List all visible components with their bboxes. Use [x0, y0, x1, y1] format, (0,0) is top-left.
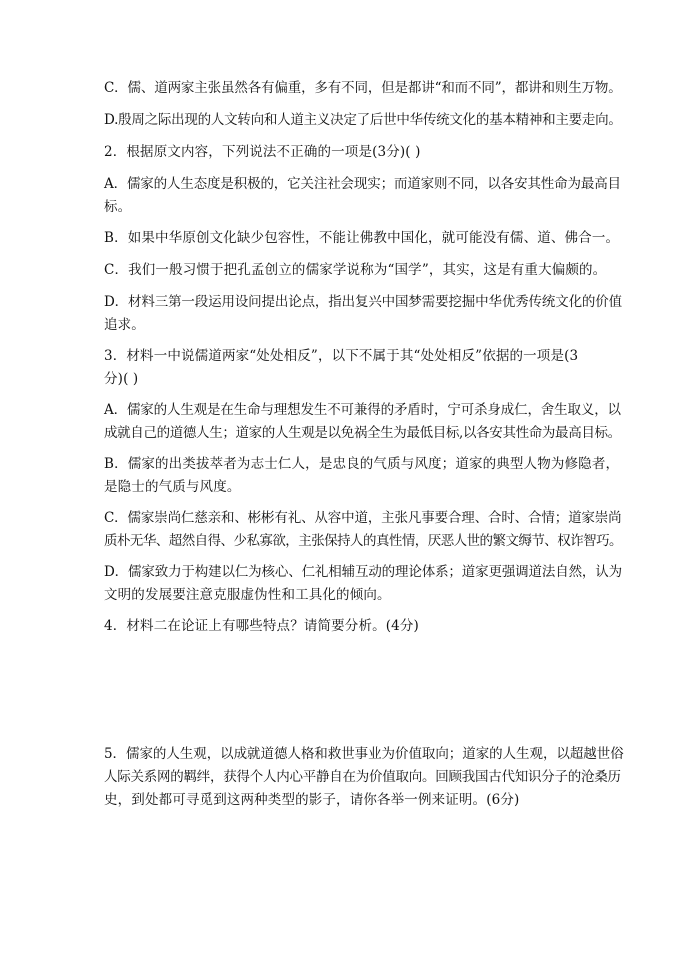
q4-stem: 4．材料二在论证上有哪些特点？请简要分析。(4分) [104, 618, 419, 634]
q3-stem-line-2: 分)( ) [104, 371, 139, 387]
q3-option-b-line-1: B．儒家的出类拔萃者为志士仁人，是忠良的气质与风度；道家的典型人物为修隐者， [104, 456, 620, 472]
q3-option-c-line-1: C．儒家崇尚仁慈亲和、彬彬有礼、从容中道，主张凡事要合理、合时、合情；道家崇尚 [104, 510, 622, 526]
q2-option-c-line: C．我们一般习惯于把孔孟创立的儒家学说称为“国学”，其实，这是有重大偏颇的。 [104, 262, 607, 278]
q1-option-d-line: D.殷周之际出现的人文转向和人道主义决定了后世中华传统文化的基本精神和主要走向。 [104, 112, 622, 128]
q3-stem-line-1: 3．材料一中说儒道两家“处处相反”，以下不属于其“处处相反”依据的一项是(3 [104, 348, 579, 364]
q1-option-c-line: C．儒、道两家主张虽然各有偏重，多有不同，但是都讲“和而不同”，都讲和则生万物。 [104, 80, 622, 96]
q3-option-b-line-2: 是隐士的气质与风度。 [104, 479, 241, 495]
q3-option-d-line-2: 文明的发展要注意克服虚伪性和工具化的倾向。 [104, 587, 391, 603]
q3-option-d-line-1: D．儒家致力于构建以仁为核心、仁礼相辅互动的理论体系；道家更强调道法自然，认为 [104, 564, 622, 580]
q2-option-d-line-2: 追求。 [104, 317, 145, 333]
q5-stem-line-1: 5．儒家的人生观，以成就道德人格和救世事业为价值取向；道家的人生观，以超越世俗 [104, 746, 624, 762]
q5-stem-line-2: 人际关系网的羁绊，获得个人内心平静自在为价值取向。回顾我国古代知识分子的沧桑历 [104, 769, 621, 785]
q2-option-a-line-2: 标。 [104, 199, 132, 215]
q3-option-a-line-1: A．儒家的人生观是在生命与理想发生不可兼得的矛盾时，宁可杀身成仁，舍生取义，以 [104, 402, 621, 418]
q5-stem-line-3: 史，到处都可寻觅到这两种类型的影子，请你各举一例来证明。(6分) [104, 792, 520, 808]
q2-option-d-line-1: D．材料三第一段运用设问提出论点，指出复兴中国梦需要挖掘中华优秀传统文化的价值 [104, 294, 622, 310]
q3-option-c-line-2: 质朴无华、超然自得、少私寡欲，主张保持人的真性情，厌恶人世的繁文缛节、权诈智巧。 [104, 533, 622, 549]
q3-option-a-line-2: 成就自己的道德人生；道家的人生观是以免祸全生为最低目标,以各安其性命为最高目标。 [104, 425, 621, 441]
q2-option-b-line: B．如果中华原创文化缺少包容性，不能让佛教中国化，就可能没有儒、道、佛合一。 [104, 230, 620, 246]
q2-stem: 2．根据原文内容，下列说法不正确的一项是(3分)( ) [104, 144, 421, 160]
q2-option-a-line-1: A．儒家的人生态度是积极的，它关注社会现实；而道家则不同，以各安其性命为最高目 [104, 176, 621, 192]
